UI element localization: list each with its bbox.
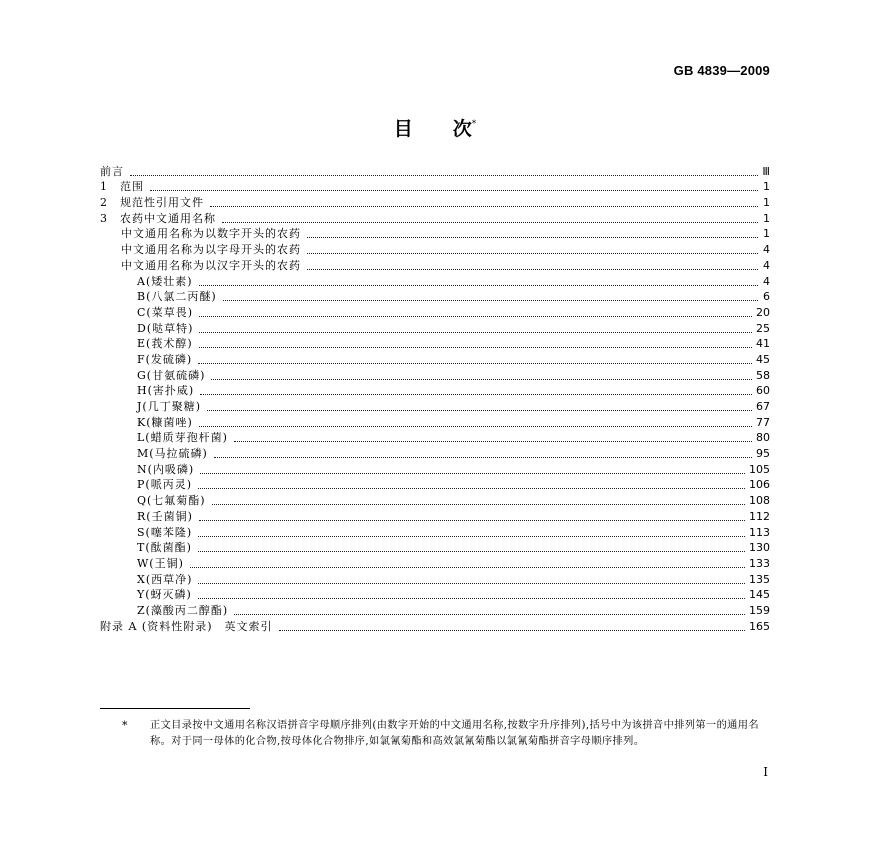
toc-entry-page: 113 [749, 525, 770, 539]
toc-leader-dots [200, 393, 752, 395]
toc-entry-label [100, 306, 193, 320]
footnote-text: 正文目录按中文通用名称汉语拼音字母顺序排列(由数字开始的中文通用名称,按数字升序排列),括号中为该拼音中排列第一的通用名称。对于同一母体的化合物,按母体化合物排序,如氯氰菊酯和高效氯氰菊酯以氯氰菊酯拼音字母顺序排列。 [150, 720, 759, 747]
toc-leader-dots [198, 582, 745, 584]
toc-leader-dots [307, 236, 758, 238]
toc-entry-label [100, 447, 208, 461]
title-footnote-mark: * [471, 118, 477, 129]
toc-entry[interactable] [100, 210, 770, 226]
toc-entry-label [100, 510, 193, 524]
toc-entry-title: F(发硫磷) [137, 352, 193, 366]
toc-leader-dots [199, 315, 752, 317]
toc-entry-title: 附录 A (资料性附录) 英文索引 [100, 619, 273, 633]
toc-leader-dots [279, 629, 745, 631]
toc-entry-page: 95 [756, 447, 770, 461]
toc-entry-label [100, 353, 192, 367]
toc-leader-dots [199, 346, 752, 348]
toc-entry[interactable] [100, 477, 770, 493]
toc-entry-title: S(噻苯隆) [137, 525, 193, 539]
toc-entry-label [100, 400, 201, 414]
toc-entry-number: 1 [100, 180, 107, 194]
title-char-2: 次 [452, 118, 472, 140]
toc-entry-page: 165 [749, 619, 770, 633]
toc-entry-page: 25 [756, 321, 770, 335]
toc-entry[interactable] [100, 289, 770, 305]
toc-entry-label [100, 557, 184, 571]
toc-entry-label [100, 620, 273, 634]
toc-entry[interactable] [100, 273, 770, 289]
toc-entry[interactable] [100, 571, 770, 587]
toc-leader-dots [198, 550, 745, 552]
toc-entry-page: 41 [756, 337, 770, 351]
toc-entry-page: 130 [749, 541, 770, 555]
toc-entry-page: 112 [749, 509, 770, 523]
toc-entry-title: 前言 [100, 164, 124, 178]
footnote-divider [100, 708, 250, 709]
toc-leader-dots [222, 221, 758, 223]
toc-entry[interactable] [100, 445, 770, 461]
toc-entry-page: 133 [749, 556, 770, 570]
toc-entry[interactable] [100, 257, 770, 273]
toc-entry-title: 中文通用名称为以字母开头的农药 [121, 243, 301, 257]
toc-entry-page: 106 [749, 478, 770, 492]
toc-leader-dots [199, 425, 752, 427]
toc-entry[interactable] [100, 194, 770, 210]
toc-entry-label [100, 573, 192, 587]
toc-entry-label [100, 494, 206, 508]
toc-entry-number: 3 [100, 211, 107, 225]
toc-entry-title: M(马拉硫磷) [137, 447, 208, 461]
toc-entry-page: 159 [749, 603, 770, 617]
toc-entry-label [100, 290, 217, 304]
toc-entry-label [100, 196, 204, 210]
toc-entry-page: 1 [763, 196, 770, 210]
toc-entry-title: 规范性引用文件 [120, 196, 204, 210]
toc-entry-title: Y(蚜灭磷) [137, 588, 192, 602]
toc-leader-dots [150, 189, 758, 191]
toc-entry-title: T(酞菌酯) [137, 541, 192, 555]
toc-leader-dots [234, 440, 752, 442]
toc-entry-title: Z(藻酸丙二醇酯) [137, 603, 229, 617]
toc-entry-label [100, 384, 194, 398]
toc-entry-page: 1 [763, 211, 770, 225]
toc-entry-label [100, 431, 228, 445]
toc-entry[interactable] [100, 492, 770, 508]
toc-entry-page: 4 [763, 274, 770, 288]
toc-entry-label [100, 165, 124, 179]
toc-entry-page: 1 [763, 227, 770, 241]
toc-entry-page: 67 [756, 400, 770, 413]
toc-leader-dots [210, 205, 758, 207]
toc-entry-label [100, 369, 205, 383]
toc-entry-title: X(西草净) [137, 572, 193, 586]
toc-entry-title: B(八氯二丙醚) [137, 290, 217, 304]
toc-entry-title: G(甘氨硫磷) [137, 368, 206, 382]
toc-entry[interactable] [100, 320, 770, 336]
toc-entry-title: 农药中文通用名称 [120, 211, 216, 225]
toc-entry-title: L(蜡质芽孢杆菌) [137, 431, 228, 445]
toc-leader-dots [212, 503, 745, 505]
toc-entry[interactable] [100, 524, 770, 540]
toc-entry[interactable] [100, 163, 770, 179]
toc-entry-title: 中文通用名称为以数字开头的农药 [121, 227, 301, 241]
toc-entry-page: 105 [749, 462, 770, 476]
toc-entry[interactable] [100, 602, 770, 618]
toc-leader-dots [130, 174, 758, 176]
toc-entry[interactable] [100, 555, 770, 571]
title-char-1: 目 [393, 118, 413, 140]
table-of-contents [100, 163, 770, 634]
toc-entry[interactable] [100, 367, 770, 383]
toc-entry-label [100, 243, 301, 257]
footnote [124, 718, 778, 750]
toc-entry-label [100, 526, 192, 540]
toc-entry-page: 20 [756, 305, 770, 319]
toc-entry[interactable] [100, 226, 770, 242]
toc-leader-dots [200, 472, 745, 474]
toc-entry-title: N(内吸磷) [137, 462, 195, 476]
toc-entry-page: 60 [756, 384, 770, 398]
toc-entry-page: 108 [749, 494, 770, 508]
toc-entry-label [100, 478, 192, 492]
toc-entry-label [100, 322, 193, 336]
toc-entry-title: R(壬菌铜) [137, 509, 193, 523]
toc-entry-page: 4 [763, 258, 770, 272]
toc-leader-dots [307, 252, 758, 254]
toc-leader-dots [198, 362, 752, 364]
toc-entry[interactable] [100, 179, 770, 195]
toc-entry-title: W(王铜) [137, 556, 184, 570]
toc-entry-page: 1 [763, 180, 770, 194]
standard-code: GB 4839—2009 [673, 63, 770, 78]
toc-entry-label [100, 416, 193, 430]
toc-entry[interactable] [100, 508, 770, 524]
toc-entry-title: Q(七氟菊酯) [137, 494, 206, 508]
toc-leader-dots [190, 566, 745, 568]
toc-leader-dots [198, 597, 745, 599]
toc-entry[interactable] [100, 398, 770, 414]
toc-entry[interactable] [100, 540, 770, 556]
toc-entry-title: 范围 [120, 180, 144, 194]
toc-entry[interactable] [100, 430, 770, 446]
toc-entry-label [100, 337, 193, 351]
toc-entry-title: 中文通用名称为以汉字开头的农药 [121, 258, 301, 272]
toc-entry[interactable] [100, 383, 770, 399]
toc-leader-dots [223, 299, 758, 301]
toc-leader-dots [199, 331, 752, 333]
toc-entry-page: 135 [749, 572, 770, 586]
toc-entry-label [100, 541, 192, 555]
toc-entry-title: A(矮壮素) [137, 274, 193, 288]
toc-entry[interactable] [100, 461, 770, 477]
toc-leader-dots [214, 456, 752, 458]
toc-entry-title: E(莪术醇) [137, 337, 193, 351]
toc-leader-dots [234, 613, 745, 615]
page-number: I [763, 765, 768, 779]
toc-leader-dots [198, 487, 745, 489]
toc-entry-title: H(害扑威) [137, 384, 195, 398]
toc-entry-label [100, 180, 144, 194]
toc-entry-label [100, 604, 228, 618]
toc-entry-label [100, 463, 194, 477]
toc-entry[interactable] [100, 618, 770, 634]
toc-entry-title: J(几丁聚糖) [137, 400, 201, 413]
toc-entry-number: 2 [100, 196, 107, 210]
footnote-mark: * [122, 719, 128, 732]
toc-entry-label [100, 275, 193, 289]
toc-entry[interactable] [100, 241, 770, 257]
toc-leader-dots [307, 268, 758, 270]
toc-entry-page: Ⅲ [762, 164, 770, 178]
page-title [0, 114, 870, 141]
toc-entry-page: 58 [756, 368, 770, 382]
toc-entry[interactable] [100, 304, 770, 320]
toc-entry-page: 6 [763, 290, 770, 304]
toc-leader-dots [207, 409, 752, 411]
toc-entry-page: 80 [756, 431, 770, 445]
toc-entry-label [100, 259, 301, 273]
toc-leader-dots [199, 284, 758, 286]
toc-entry-page: 145 [749, 588, 770, 602]
toc-entry-title: K(糠菌唑) [137, 415, 193, 429]
toc-entry[interactable] [100, 587, 770, 603]
toc-entry[interactable] [100, 414, 770, 430]
toc-entry-page: 77 [756, 415, 770, 429]
toc-entry-label [100, 227, 301, 241]
toc-entry-title: P(哌丙灵) [137, 478, 192, 492]
toc-entry-page: 45 [756, 352, 770, 366]
toc-leader-dots [211, 378, 752, 380]
toc-entry[interactable] [100, 336, 770, 352]
toc-entry[interactable] [100, 351, 770, 367]
toc-entry-title: C(菜草畏) [137, 305, 193, 319]
toc-entry-label [100, 588, 192, 602]
toc-leader-dots [199, 519, 745, 521]
toc-entry-label [100, 212, 216, 226]
toc-entry-title: D(哒草特) [137, 321, 194, 335]
toc-entry-page: 4 [763, 243, 770, 257]
toc-leader-dots [198, 535, 745, 537]
